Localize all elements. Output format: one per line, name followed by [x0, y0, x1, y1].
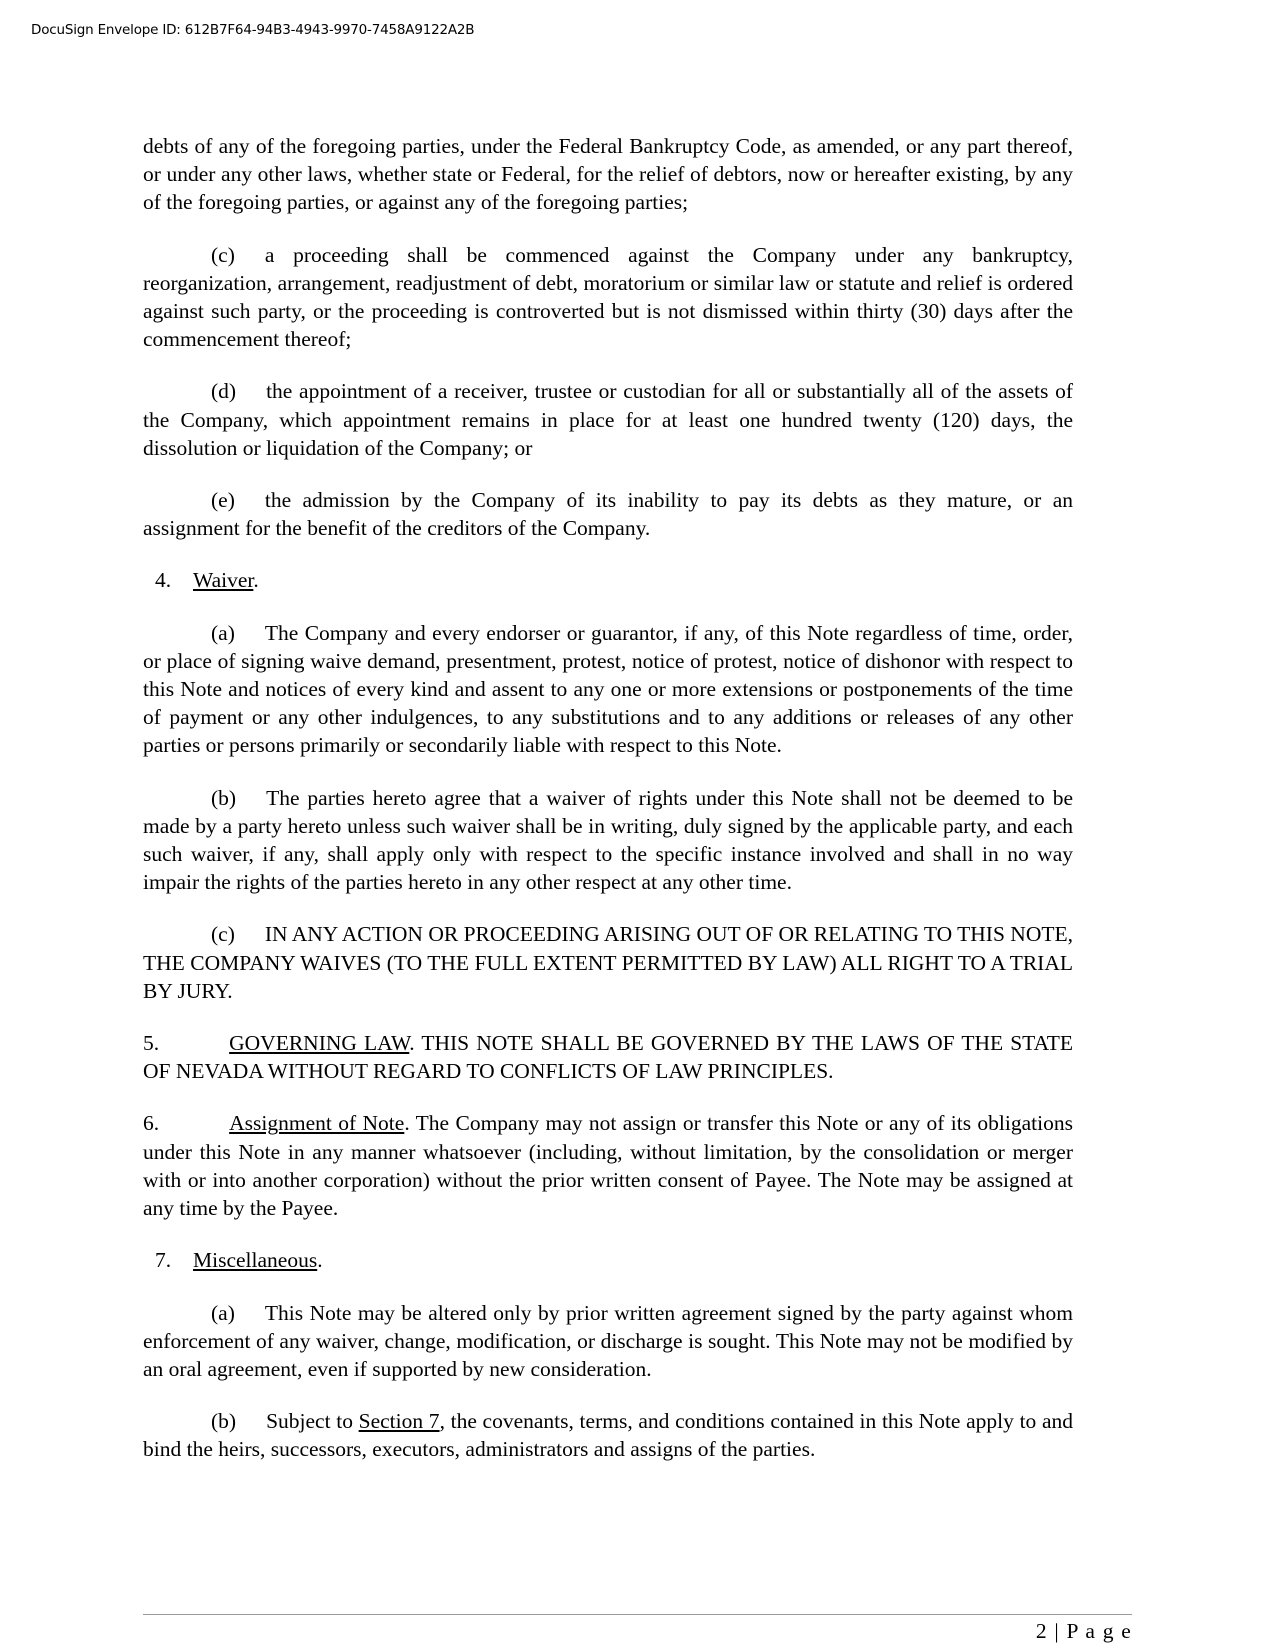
section-6-text: . The Company may not assign or transfer this Note or any of its obligations under this Note in any manner whatsoever (including, without limitation, by the consolidation or merger with or into another corporation) without the prior written consent of Payee. The Note may be assigned at any time by the Payee.: [143, 1111, 1073, 1221]
paragraph-e-label: (e): [211, 488, 235, 513]
section-4-c-text: IN ANY ACTION OR PROCEEDING ARISING OUT OF OR RELATING TO THIS NOTE, THE COMPANY WAIVES (TO THE FULL EXTENT PERMITTED BY LAW) ALL RIGHT TO A TRIAL BY JURY.: [143, 922, 1073, 1003]
section-4-title: Waiver: [193, 568, 254, 593]
section-4-heading: [143, 566, 1073, 594]
paragraph-c-label: (c): [211, 242, 235, 267]
section-5-title: GOVERNING LAW: [229, 1031, 410, 1056]
section-7-a-text: This Note may be altered only by prior written agreement signed by the party against whom enforcement of any waiver, change, modification, or discharge is sought. This Note may not be modified by an oral agreement, even if supported by new consideration.: [143, 1300, 1073, 1381]
paragraph-d-text: the appointment of a receiver, trustee or custodian for all or substantially all of the assets of the Company, which appointment remains in place for at least one hundred twenty (120) days, the dissolution or liquidation of the Company; or: [143, 379, 1073, 460]
docusign-envelope-id: DocuSign Envelope ID: 612B7F64-94B3-4943-9970-7458A9122A2B: [31, 22, 475, 38]
section-7-a: [143, 1299, 1073, 1384]
section-7-b: [143, 1407, 1073, 1463]
section-7-reference-link[interactable]: Section 7: [358, 1409, 440, 1434]
section-4-a-text: The Company and every endorser or guarantor, if any, of this Note regardless of time, order, or place of signing waive demand, presentment, protest, notice of protest, notice of dishonor with respect to this Note and notices of every kind and assent to any one or more extensions or postponements of the time of payment or any other indulgences, to any substitutions and to any additions or releases of any other parties or persons primarily or secondarily liable with respect to this Note.: [143, 620, 1073, 758]
section-4-c: [143, 920, 1073, 1005]
document-body: [143, 132, 1073, 1464]
section-5-number: 5.: [143, 1031, 160, 1056]
section-7-period: .: [317, 1248, 323, 1273]
section-5-text: . THIS NOTE SHALL BE GOVERNED BY THE LAWS OF THE STATE OF NEVADA WITHOUT REGARD TO CONFLICTS OF LAW PRINCIPLES.: [143, 1031, 1073, 1084]
section-7-b-prefix: Subject to: [266, 1409, 359, 1434]
paragraph-c-text: a proceeding shall be commenced against the Company under any bankruptcy, reorganization, arrangement, readjustment of debt, moratorium or similar law or statute and relief is ordered against such party, or the proceeding is controverted but is not dismissed within thirty (30) days after the commencement thereof;: [143, 242, 1073, 352]
paragraph-d: [143, 377, 1073, 462]
section-6-title: Assignment of Note: [229, 1111, 405, 1136]
section-7-b-label: (b): [211, 1409, 237, 1434]
paragraph-c: [143, 241, 1073, 354]
section-4-b: [143, 784, 1073, 897]
section-7-heading: [143, 1246, 1073, 1274]
section-6-number: 6.: [143, 1111, 160, 1136]
section-4-a-label: (a): [211, 620, 235, 645]
section-4-period: .: [253, 568, 259, 593]
paragraph-continuation: debts of any of the foregoing parties, under the Federal Bankruptcy Code, as amended, or any part thereof, or under any other laws, whether state or Federal, for the relief of debtors, now or hereafter existing, by any of the foregoing parties, or against any of the foregoing parties;: [143, 134, 1073, 215]
section-7-a-label: (a): [211, 1300, 235, 1325]
page-number-label: 2 | P a g e: [1035, 1619, 1132, 1643]
section-7-title: Miscellaneous: [193, 1248, 318, 1273]
paragraph-e: [143, 486, 1073, 542]
section-4-number: 4.: [155, 568, 172, 593]
section-4-a: [143, 619, 1073, 760]
section-4-b-label: (b): [211, 785, 237, 810]
section-4-c-label: (c): [211, 922, 235, 947]
section-7-b-text: , the covenants, terms, and conditions contained in this Note apply to and bind the heirs, successors, executors, administrators and assigns of the parties.: [143, 1409, 1074, 1462]
section-7-number: 7.: [155, 1248, 172, 1273]
page-footer: [143, 1614, 1132, 1644]
section-5: [143, 1029, 1073, 1085]
paragraph-e-text: the admission by the Company of its inability to pay its debts as they mature, or an assignment for the benefit of the creditors of the Company.: [143, 488, 1073, 541]
section-6: [143, 1109, 1073, 1222]
paragraph-d-label: (d): [211, 379, 237, 404]
section-4-b-text: The parties hereto agree that a waiver of rights under this Note shall not be deemed to be made by a party hereto unless such waiver shall be in writing, duly signed by the applicable party, and each such waiver, if any, shall apply only with respect to the specific instance involved and shall in no way impair the rights of the parties hereto in any other respect at any other time.: [143, 785, 1073, 895]
